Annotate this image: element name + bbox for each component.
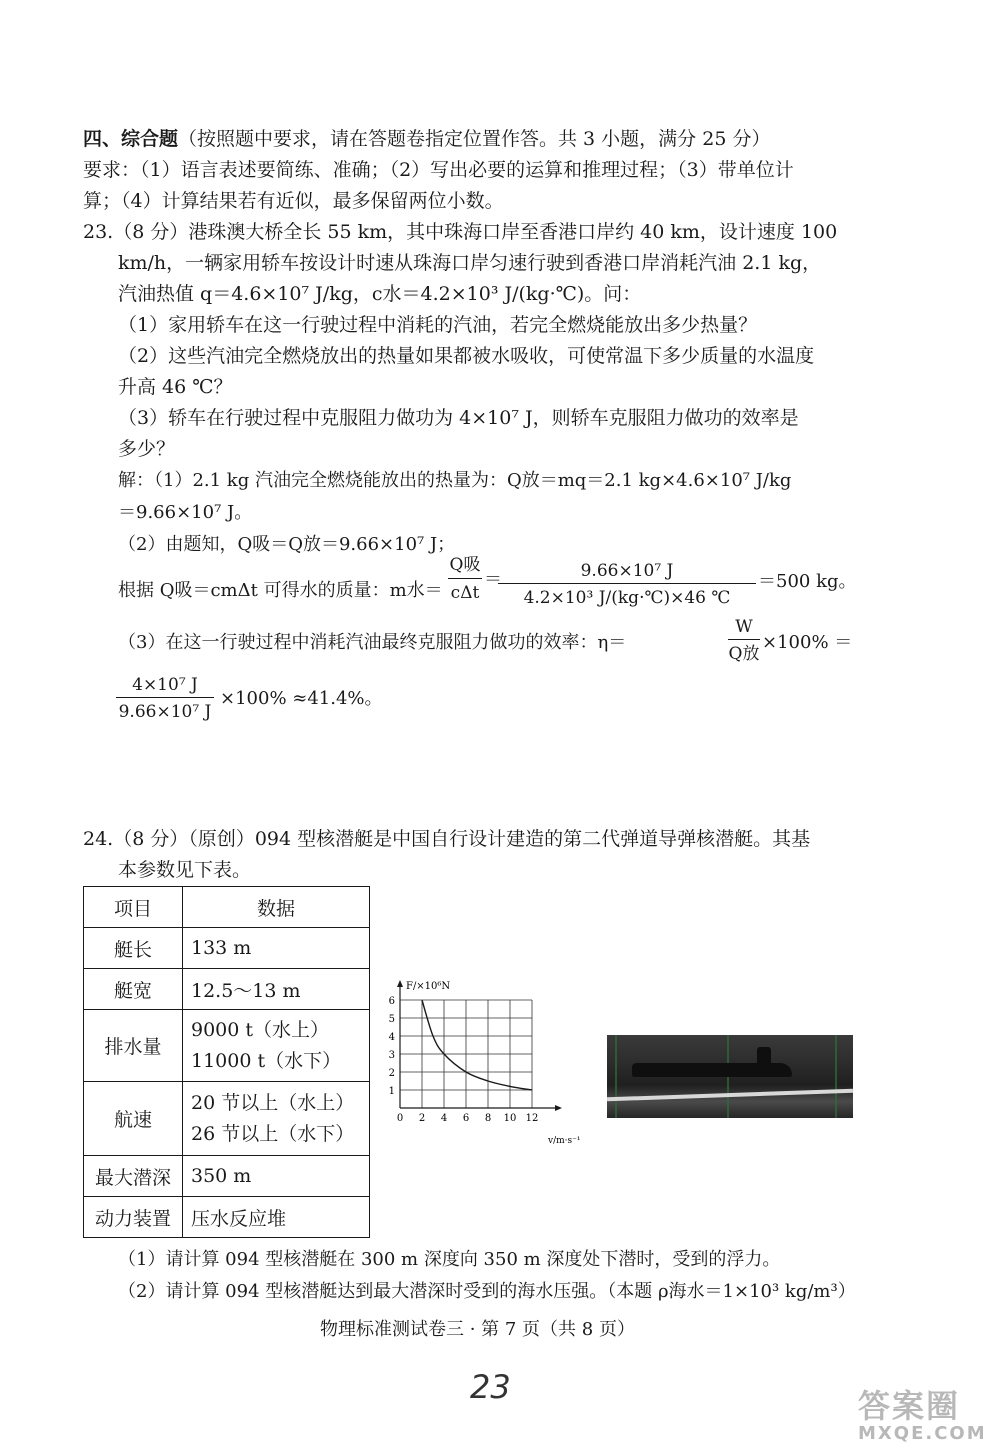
q23-part-3a: （3）轿车在行驶过程中克服阻力做功为 4×10⁷ J，则轿车克服阻力做功的效率是 — [118, 407, 799, 429]
y-axis-arrow — [397, 980, 403, 987]
x-axis-arrow — [555, 1105, 562, 1111]
fraction-2-denominator: 4.2×10³ J/(kg·℃)×46 ℃ — [523, 588, 731, 608]
fraction-4-numerator: 4×10⁷ J — [132, 675, 198, 695]
force-curve — [422, 1000, 532, 1090]
q24-line-2: 本参数见下表。 — [118, 859, 252, 881]
row-value-line: 26 节以上（水下） — [191, 1122, 355, 1145]
table-row — [84, 1010, 370, 1082]
watermark-top: 答案圈 — [858, 1387, 961, 1425]
x-tick-label: 4 — [440, 1113, 448, 1124]
submarine-photo — [607, 1035, 853, 1118]
solution-3-post: ×100% ＝ — [762, 632, 853, 653]
section-heading — [83, 126, 770, 152]
table-row — [84, 1082, 370, 1156]
q24-part-1: （1）请计算 094 型核潜艇在 300 m 深度向 350 m 深度处下潜时，受到的浮力。 — [118, 1249, 781, 1270]
fraction-1-bar — [448, 578, 482, 579]
requirement-line-1: 要求：（1）语言表述要简练、准确；（2）写出必要的运算和推理过程；（3）带单位计 — [83, 159, 794, 181]
page-footer: 物理标准测试卷三 · 第 7 页（共 8 页） — [320, 1319, 635, 1340]
y-tick-label: 5 — [388, 1014, 395, 1025]
q23-part-1: （1）家用轿车在这一行驶过程中消耗的汽油，若完全燃烧能放出多少热量？ — [118, 314, 758, 336]
solution-2b-result: ＝500 kg。 — [758, 571, 857, 592]
q24-line-1: 24.（8 分）（原创）094 型核潜艇是中国自行设计建造的第二代弹道导弹核潜艇。其基 — [83, 828, 811, 850]
row-value-line: 20 节以上（水上） — [191, 1091, 355, 1114]
q23-line-3: 汽油热值 q＝4.6×10⁷ J/kg，c水＝4.2×10³ J/(kg·℃)。问： — [118, 283, 642, 305]
q24-part-2: （2）请计算 094 型核潜艇达到最大潜深时受到的海水压强。（本题 ρ海水＝1×10³ kg/m³） — [118, 1281, 856, 1302]
table-row — [84, 969, 370, 1010]
fraction-3-denominator: Q放 — [728, 644, 760, 664]
y-tick-label: 2 — [388, 1068, 395, 1079]
y-tick-label: 3 — [388, 1050, 395, 1061]
q23-line-2: km/h，一辆家用轿车按设计时速从珠海口岸匀速行驶到香港口岸消耗汽油 2.1 kg， — [118, 252, 822, 274]
table-row — [84, 1156, 370, 1197]
x-tick-label: 2 — [418, 1113, 426, 1124]
q23-part-3b: 多少？ — [118, 438, 176, 460]
fraction-1-numerator: Q吸 — [449, 555, 481, 575]
x-tick-label: 8 — [484, 1113, 492, 1124]
fraction-4-denominator: 9.66×10⁷ J — [118, 702, 212, 722]
parameter-table — [83, 886, 370, 1238]
header-item: 项目 — [84, 887, 183, 928]
table-row — [84, 1197, 370, 1238]
chart-grid — [400, 1000, 532, 1108]
x-axis-label: v/m·s⁻¹ — [548, 1136, 581, 1146]
solution-1b: ＝9.66×10⁷ J。 — [118, 502, 253, 523]
watermark-bottom: MXQE.COM — [858, 1423, 987, 1444]
row-value: 350 m — [183, 1156, 370, 1197]
solution-1a: 解：（1）2.1 kg 汽油完全燃烧能放出的热量为：Q放＝mq＝2.1 kg×4.6×10⁷ J/kg — [118, 470, 792, 491]
fraction-3-numerator: W — [735, 617, 753, 637]
y-tick-label: 1 — [388, 1086, 395, 1097]
solution-3-result: ×100% ≈41.4%。 — [220, 688, 383, 709]
handwritten-page-number: 23 — [470, 1368, 511, 1406]
chart-ticks — [389, 996, 539, 1124]
row-value: 12.5～13 m — [183, 969, 370, 1010]
y-tick-label: 6 — [388, 996, 395, 1007]
row-key: 艇宽 — [84, 969, 183, 1010]
q23-part-2b: 升高 46 ℃？ — [118, 376, 233, 398]
x-tick-label: 12 — [525, 1113, 539, 1124]
y-tick-label: 4 — [388, 1032, 395, 1043]
fraction-2-numerator: 9.66×10⁷ J — [580, 561, 674, 581]
y-axis-label: F/×10⁶N — [406, 981, 451, 992]
table-header-row — [84, 887, 370, 928]
row-key: 动力装置 — [84, 1197, 183, 1238]
x-tick-label: 0 — [396, 1113, 404, 1124]
section-title: 四、综合题 — [83, 128, 179, 150]
force-velocity-chart — [378, 978, 600, 1148]
q23-line-1: 23.（8 分）港珠澳大桥全长 55 km，其中珠海口岸至香港口岸约 40 km，设计速度 100 — [83, 221, 838, 243]
fraction-2-bar — [498, 583, 756, 584]
table-row — [84, 928, 370, 969]
requirement-line-2: 算；（4）计算结果若有近似，最多保留两位小数。 — [83, 190, 504, 212]
row-key: 最大潜深 — [84, 1156, 183, 1197]
x-tick-label: 10 — [503, 1113, 517, 1124]
row-value — [183, 1082, 370, 1156]
row-value-line: 9000 t（水上） — [191, 1018, 330, 1041]
solution-2a: （2）由题知，Q吸＝Q放＝9.66×10⁷ J； — [118, 534, 456, 555]
row-value-line: 11000 t（水下） — [191, 1049, 342, 1072]
row-key: 排水量 — [84, 1010, 183, 1082]
row-value: 压水反应堆 — [183, 1197, 370, 1238]
x-tick-label: 6 — [462, 1113, 470, 1124]
section-note: （按照题中要求，请在答题卷指定位置作答。共 3 小题，满分 25 分） — [178, 128, 771, 150]
header-data: 数据 — [183, 887, 370, 928]
q23-part-2a: （2）这些汽油完全燃烧放出的热量如果都被水吸收，可使常温下多少质量的水温度 — [118, 345, 815, 367]
solution-2b-prefix: 根据 Q吸＝cmΔt 可得水的质量：m水＝ — [118, 580, 443, 601]
fraction-1-denominator: cΔt — [450, 583, 480, 603]
row-key: 航速 — [84, 1082, 183, 1156]
fraction-4-bar — [116, 697, 214, 698]
fraction-3-bar — [728, 639, 760, 640]
row-value — [183, 1010, 370, 1082]
row-key: 艇长 — [84, 928, 183, 969]
equals-sign: ＝ — [484, 569, 502, 590]
solution-3-prefix: （3）在这一行驶过程中消耗汽油最终克服阻力做功的效率：η＝ — [118, 632, 627, 653]
row-value: 133 m — [183, 928, 370, 969]
watermark-logo — [858, 1388, 988, 1446]
